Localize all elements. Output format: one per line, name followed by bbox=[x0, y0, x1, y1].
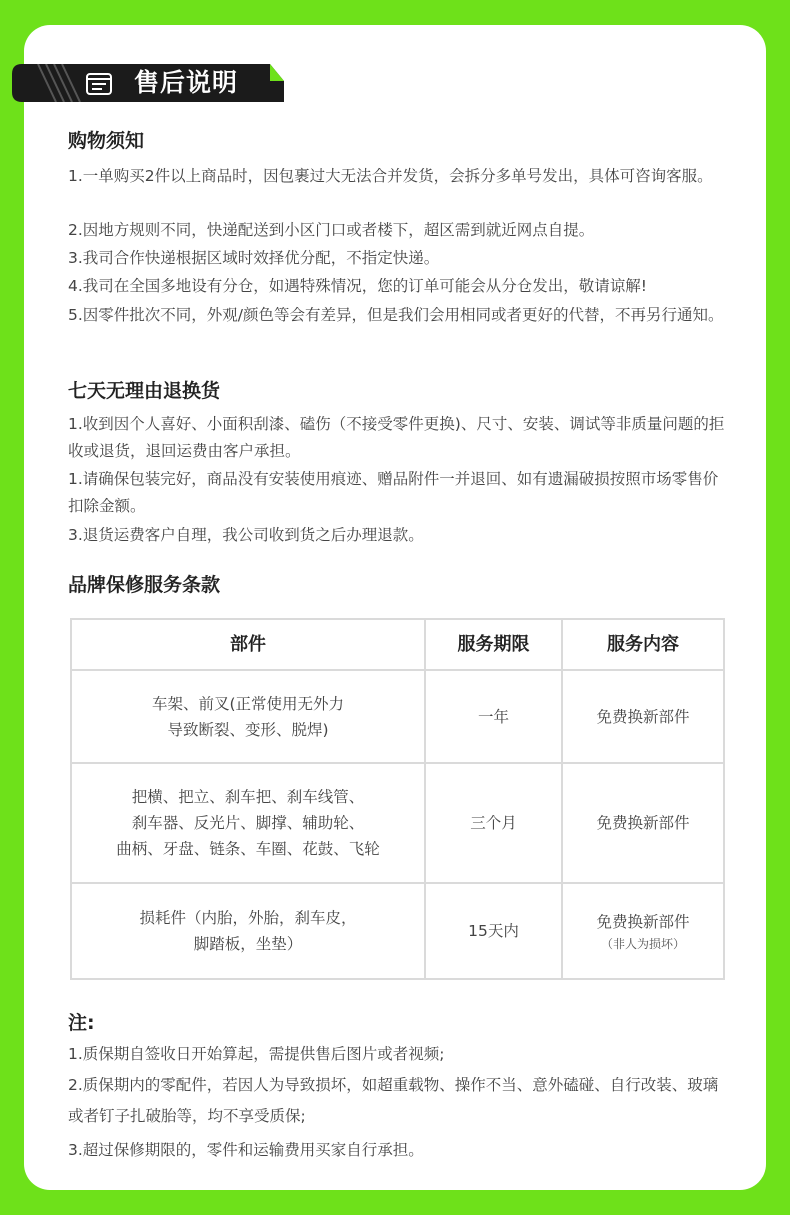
notes-heading: 注: bbox=[68, 1012, 95, 1034]
shopping-item: 5.因零件批次不同，外观/颜色等会有差异，但是我们会用相同或者更好的代替，不再另行通知。 bbox=[68, 306, 724, 324]
content-card bbox=[24, 25, 766, 1190]
part-cell bbox=[71, 883, 425, 979]
shopping-item: 3.我司合作快递根据区域时效择优分配，不指定快递。 bbox=[68, 249, 440, 267]
content-text: 免费换新部件 bbox=[596, 913, 690, 931]
returns-item: 1.请确保包装完好，商品没有安装使用痕迹、赠品附件一并退回、如有遗漏破损按照市场零售价扣除金额。 bbox=[68, 470, 719, 515]
shopping-item: 4.我司在全国多地设有分仓，如遇特殊情况，您的订单可能会从分仓发出，敬请谅解! bbox=[68, 277, 648, 295]
shopping-item: 1.一单购买2件以上商品时，因包裹过大无法合并发货，会拆分多单号发出，具体可咨询客服。 bbox=[68, 167, 713, 185]
note-item: 2.质保期内的零配件，若因人为导致损坏，如超重载物、操作不当、意外磕碰、自行改装、玻璃或者钉子扎破胎等，均不享受质保; bbox=[68, 1076, 719, 1125]
part-line: 脚踏板，坐垫） bbox=[193, 935, 303, 953]
document-icon bbox=[86, 73, 112, 95]
content-note: （非人为损坏） bbox=[600, 937, 685, 951]
warranty-table bbox=[70, 618, 725, 980]
part-line: 导致断裂、变形、脱焊) bbox=[167, 720, 329, 739]
header-content: 服务内容 bbox=[562, 619, 724, 670]
part-line: 损耗件（内胎，外胎，刹车皮， bbox=[139, 909, 357, 927]
part-line: 把横、把立、刹车把、刹车线管、 bbox=[131, 788, 365, 806]
content-cell bbox=[562, 883, 724, 979]
warranty-heading: 品牌保修服务条款 bbox=[68, 574, 221, 596]
table-header-row bbox=[71, 619, 724, 670]
part-line: 刹车器、反光片、脚撑、辅助轮、 bbox=[131, 814, 365, 832]
banner-title: 售后说明 bbox=[134, 68, 239, 97]
content-cell: 免费换新部件 bbox=[562, 670, 724, 763]
period-cell: 三个月 bbox=[425, 763, 562, 883]
shopping-item: 2.因地方规则不同，快递配送到小区门口或者楼下，超区需到就近网点自提。 bbox=[68, 221, 595, 239]
part-cell bbox=[71, 670, 425, 763]
period-cell: 一年 bbox=[425, 670, 562, 763]
table-row bbox=[71, 670, 724, 763]
returns-item: 1.收到因个人喜好、小面积刮漆、磕伤（不接受零件更换)、尺寸、安装、调试等非质量问题的拒收或退货，退回运费由客户承担。 bbox=[68, 415, 725, 460]
note-item: 1.质保期自签收日开始算起，需提供售后图片或者视频; bbox=[68, 1045, 445, 1063]
part-line: 曲柄、牙盘、链条、车圈、花鼓、飞轮 bbox=[116, 840, 380, 858]
header-part: 部件 bbox=[71, 619, 425, 670]
section-banner bbox=[12, 64, 284, 102]
note-item: 3.超过保修期限的，零件和运输费用买家自行承担。 bbox=[68, 1141, 424, 1159]
table-row bbox=[71, 883, 724, 979]
header-period: 服务期限 bbox=[425, 619, 562, 670]
period-cell: 15天内 bbox=[425, 883, 562, 979]
returns-item: 3.退货运费客户自理，我公司收到货之后办理退款。 bbox=[68, 526, 424, 544]
table-row bbox=[71, 763, 724, 883]
shopping-heading: 购物须知 bbox=[68, 130, 145, 152]
part-cell bbox=[71, 763, 425, 883]
part-line: 车架、前叉(正常使用无外力 bbox=[151, 694, 345, 713]
returns-heading: 七天无理由退换货 bbox=[68, 380, 221, 402]
content-cell: 免费换新部件 bbox=[562, 763, 724, 883]
